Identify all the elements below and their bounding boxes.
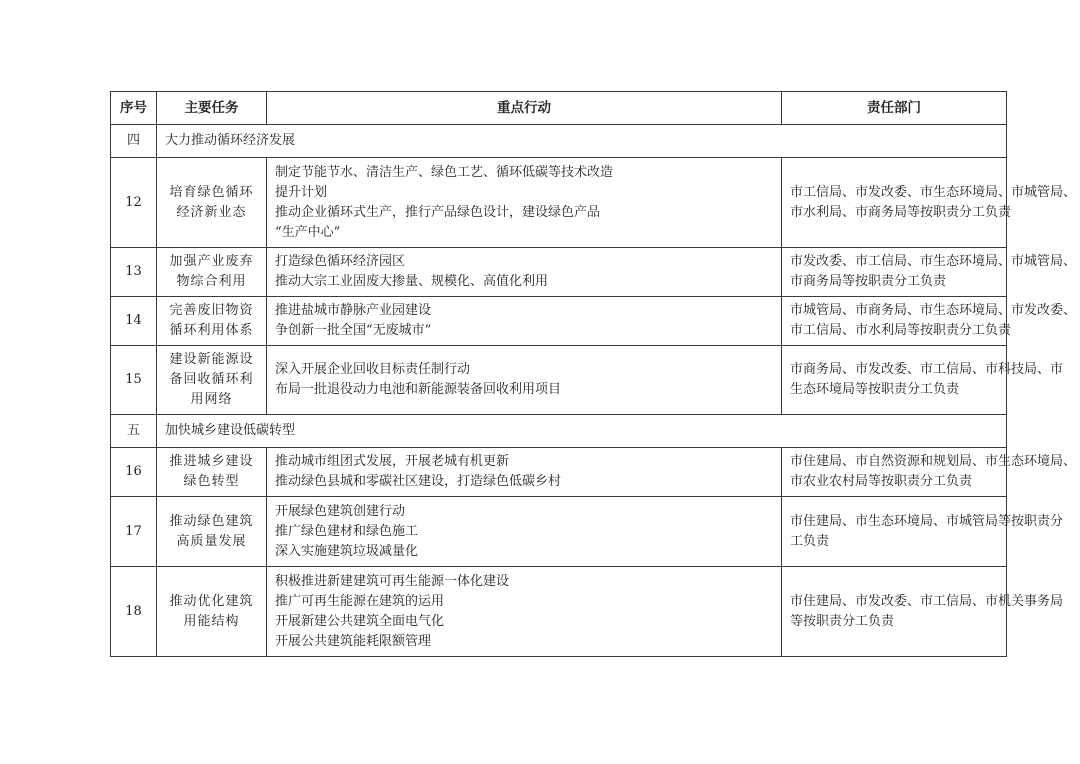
task-line: 绿色转型 bbox=[183, 474, 240, 489]
task-line: 推动优化建筑 bbox=[169, 593, 254, 609]
key-actions bbox=[267, 158, 782, 248]
dept-line: 等按职责分工负责 bbox=[790, 613, 895, 629]
action-line: 推动大宗工业固废大掺量、规模化、高值化利用 bbox=[275, 274, 549, 289]
responsible-dept bbox=[782, 448, 1077, 497]
table-row bbox=[111, 448, 1007, 497]
key-actions bbox=[267, 497, 782, 567]
task-line: 推进城乡建设 bbox=[169, 454, 254, 469]
action-line: 推进盐城市静脉产业园建设 bbox=[275, 303, 432, 318]
section-number: 五 bbox=[111, 415, 157, 448]
task-line: 物综合利用 bbox=[176, 274, 247, 289]
dept-line: 市住建局、市生态环境局、市城管局等按职责分 bbox=[790, 513, 1064, 529]
task-line: 用网络 bbox=[190, 392, 233, 407]
main-task bbox=[157, 346, 267, 415]
table-row bbox=[111, 497, 1007, 567]
main-task bbox=[157, 497, 267, 567]
task-line: 加强产业废弃 bbox=[169, 254, 254, 269]
action-line: 开展新建公共建筑全面电气化 bbox=[275, 613, 445, 629]
table-row bbox=[111, 158, 1007, 248]
action-line: 制定节能节水、清洁生产、绿色工艺、循环低碳等技术改造 bbox=[275, 164, 614, 180]
key-actions bbox=[267, 567, 782, 657]
dept-line: 市工信局、市发改委、市生态环境局、市城管局、 bbox=[790, 184, 1077, 200]
dept-line: 市商务局、市发改委、市工信局、市科技局、市 bbox=[790, 362, 1064, 377]
section-number: 四 bbox=[111, 125, 157, 158]
row-number: 14 bbox=[111, 297, 157, 346]
row-number: 15 bbox=[111, 346, 157, 415]
task-line: 备回收循环利 bbox=[169, 372, 254, 387]
dept-line: 市水利局、市商务局等按职责分工负责 bbox=[790, 204, 1012, 220]
action-line: 开展公共建筑能耗限额管理 bbox=[275, 633, 432, 649]
task-line: 培育绿色循环 bbox=[169, 184, 254, 200]
dept-line: 市住建局、市自然资源和规划局、市生态环境局、 bbox=[790, 454, 1077, 469]
section-row bbox=[111, 415, 1007, 448]
action-line: “生产中心” bbox=[275, 224, 341, 240]
task-line: 推动绿色建筑 bbox=[169, 513, 254, 529]
task-table bbox=[110, 91, 1077, 657]
responsible-dept bbox=[782, 158, 1077, 248]
responsible-dept bbox=[782, 567, 1064, 657]
header-dept: 责任部门 bbox=[782, 92, 1007, 125]
responsible-dept bbox=[782, 346, 1064, 415]
table-row bbox=[111, 346, 1007, 415]
task-line: 循环利用体系 bbox=[169, 323, 254, 338]
header-task: 主要任务 bbox=[157, 92, 267, 125]
dept-line: 市农业农村局等按职责分工负责 bbox=[790, 474, 973, 489]
key-actions bbox=[267, 248, 782, 297]
dept-line: 工负责 bbox=[790, 533, 830, 549]
action-line: 积极推进新建建筑可再生能源一体化建设 bbox=[275, 573, 510, 589]
task-line: 用能结构 bbox=[183, 613, 240, 629]
table-row bbox=[111, 567, 1007, 657]
header-no: 序号 bbox=[111, 92, 157, 125]
dept-line: 市工信局、市水利局等按职责分工负责 bbox=[790, 323, 1012, 338]
dept-line: 市商务局等按职责分工负责 bbox=[790, 274, 947, 289]
action-line: 布局一批退役动力电池和新能源装备回收利用项目 bbox=[275, 382, 562, 397]
action-line: 打造绿色循环经济园区 bbox=[275, 254, 406, 269]
row-number: 17 bbox=[111, 497, 157, 567]
action-line: 推动绿色县城和零碳社区建设，打造绿色低碳乡村 bbox=[275, 474, 562, 489]
responsible-dept bbox=[782, 497, 1064, 567]
row-number: 12 bbox=[111, 158, 157, 248]
action-line: 推动企业循环式生产，推行产品绿色设计，建设绿色产品 bbox=[275, 204, 601, 220]
dept-line: 市发改委、市工信局、市生态环境局、市城管局、 bbox=[790, 254, 1077, 269]
table-row bbox=[111, 248, 1007, 297]
header-row bbox=[111, 92, 1007, 125]
action-line: 推动城市组团式发展，开展老城有机更新 bbox=[275, 454, 510, 469]
task-line: 高质量发展 bbox=[176, 533, 247, 549]
main-task bbox=[157, 158, 267, 248]
key-actions bbox=[267, 346, 782, 415]
section-row bbox=[111, 125, 1007, 158]
header-actions: 重点行动 bbox=[267, 92, 782, 125]
row-number: 13 bbox=[111, 248, 157, 297]
action-line: 深入开展企业回收目标责任制行动 bbox=[275, 362, 471, 377]
task-line: 经济新业态 bbox=[176, 204, 247, 220]
section-title: 加快城乡建设低碳转型 bbox=[157, 415, 1007, 448]
main-task bbox=[157, 567, 267, 657]
action-line: 提升计划 bbox=[275, 184, 328, 200]
table-row bbox=[111, 297, 1007, 346]
responsible-dept bbox=[782, 297, 1077, 346]
task-line: 完善废旧物资 bbox=[169, 303, 254, 318]
responsible-dept bbox=[782, 248, 1077, 297]
section-title: 大力推动循环经济发展 bbox=[157, 125, 1007, 158]
task-line: 建设新能源设 bbox=[169, 352, 254, 367]
action-line: 推广可再生能源在建筑的运用 bbox=[275, 593, 445, 609]
dept-line: 生态环境局等按职责分工负责 bbox=[790, 382, 960, 397]
action-line: 开展绿色建筑创建行动 bbox=[275, 503, 406, 519]
action-line: 深入实施建筑垃圾减量化 bbox=[275, 543, 419, 559]
action-line: 推广绿色建材和绿色施工 bbox=[275, 523, 419, 539]
main-task bbox=[157, 448, 267, 497]
main-task bbox=[157, 248, 267, 297]
dept-line: 市城管局、市商务局、市生态环境局、市发改委、 bbox=[790, 303, 1077, 318]
key-actions bbox=[267, 448, 782, 497]
action-line: 争创新一批全国“无废城市” bbox=[275, 323, 432, 338]
row-number: 18 bbox=[111, 567, 157, 657]
key-actions bbox=[267, 297, 782, 346]
main-task bbox=[157, 297, 267, 346]
dept-line: 市住建局、市发改委、市工信局、市机关事务局 bbox=[790, 593, 1064, 609]
row-number: 16 bbox=[111, 448, 157, 497]
